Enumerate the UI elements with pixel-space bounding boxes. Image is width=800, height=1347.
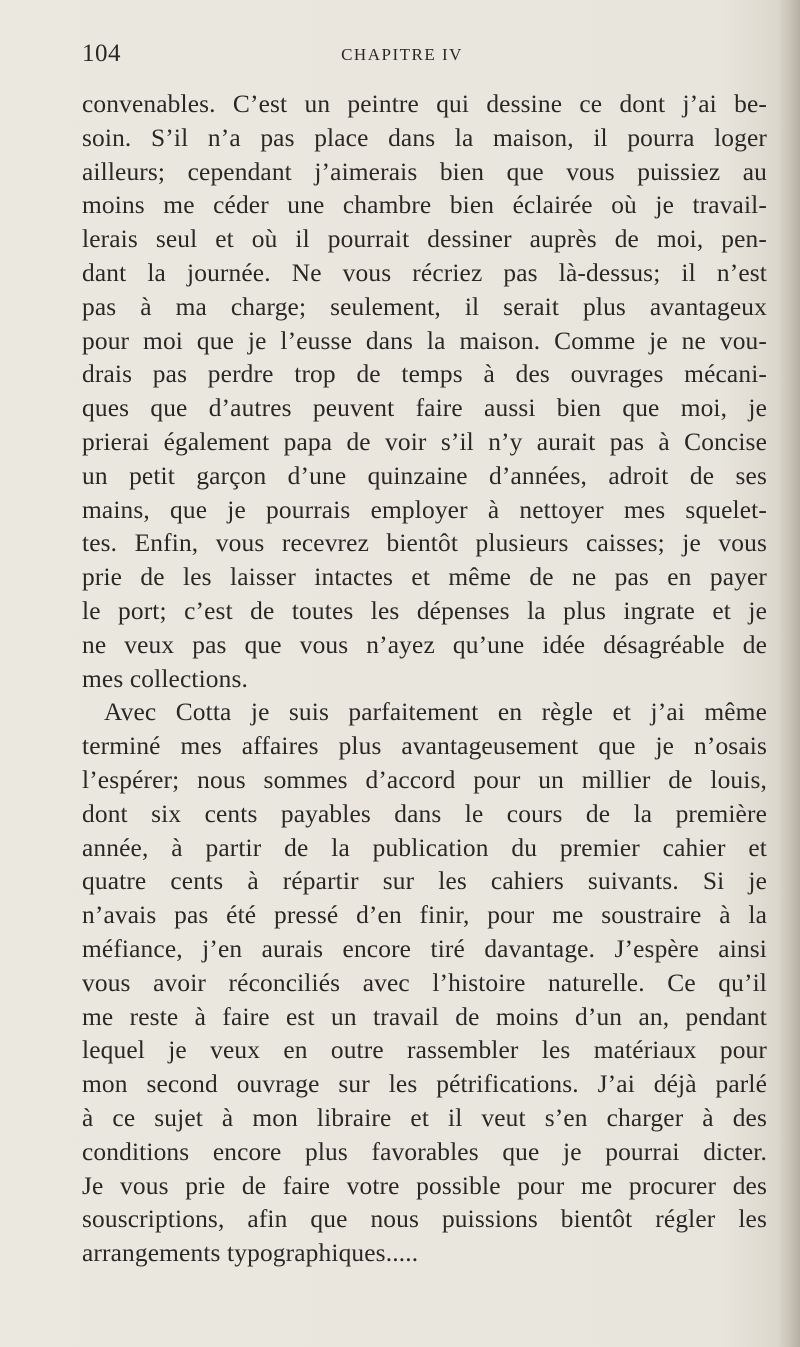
paragraph-start-line: Avec Cotta je suis parfaitement en règle et j’ai même (104, 698, 767, 727)
page-edge-shadow (778, 0, 800, 1347)
text-line: drais pas perdre trop de temps à des ouvrages mécani- (82, 360, 767, 389)
text-line: prie de les laisser intactes et même de ne pas en payer (82, 563, 767, 592)
page-header (82, 40, 722, 76)
text-line: mon second ouvrage sur les pétrifications. J’ai déjà parlé (82, 1070, 767, 1099)
text-line: conditions encore plus favorables que je pourrai dicter. (82, 1137, 767, 1166)
text-line: quatre cents à répartir sur les cahiers suivants. Si je (82, 867, 767, 896)
running-head: CHAPITRE IV (341, 45, 463, 64)
text-line: dont six cents payables dans le cours de la première (82, 799, 767, 828)
text-line: prierai également papa de voir s’il n’y aurait pas à Concise (82, 427, 767, 456)
text-line: un petit garçon d’une quinzaine d’années, adroit de ses (82, 461, 767, 490)
text-line: dant la journée. Ne vous récriez pas là-dessus; il n’est (82, 258, 767, 287)
text-line: vous avoir réconciliés avec l’histoire naturelle. Ce qu’il (82, 968, 767, 997)
text-line: le port; c’est de toutes les dépenses la plus ingrate et je (82, 596, 767, 625)
text-line: ques que d’autres peuvent faire aussi bien que moi, je (82, 394, 767, 423)
text-line: n’avais pas été pressé d’en finir, pour me soustraire à la (82, 901, 767, 930)
text-line: pas à ma charge; seulement, il serait plus avantageux (82, 292, 767, 321)
text-line: convenables. C’est un peintre qui dessine ce dont j’ai be- (82, 90, 767, 118)
text-line: pour moi que je l’eusse dans la maison. Comme je ne vou- (82, 326, 767, 355)
text-line: ne veux pas que vous n’ayez qu’une idée désagréable de (82, 630, 767, 659)
text-line: ailleurs; cependant j’aimerais bien que vous puissiez au (82, 157, 767, 186)
text-line: me reste à faire est un travail de moins d’un an, pendant (82, 1002, 767, 1031)
text-line: méfiance, j’en aurais encore tiré davantage. J’espère ainsi (82, 934, 767, 963)
text-line: terminé mes affaires plus avantageusement que je n’osais (82, 732, 767, 761)
text-line: souscriptions, afin que nous puissions bientôt régler les (82, 1205, 767, 1234)
text-line: tes. Enfin, vous recevrez bientôt plusieurs caisses; je vous (82, 529, 767, 558)
body-text (82, 88, 767, 1271)
text-line: à ce sujet à mon libraire et il veut s’en charger à des (82, 1103, 767, 1132)
text-line: mains, que je pourrais employer à nettoyer mes squelet- (82, 495, 767, 524)
text-line: soin. S’il n’a pas place dans la maison, il pourra loger (82, 123, 767, 152)
text-line: l’espérer; nous sommes d’accord pour un millier de louis, (82, 765, 767, 794)
paragraph-end-line: mes collections. (82, 664, 248, 693)
text-line: Je vous prie de faire votre possible pour me procurer des (82, 1171, 767, 1200)
page-number: 104 (82, 40, 121, 67)
text-line: année, à partir de la publication du premier cahier et (82, 833, 767, 862)
text-line: moins me céder une chambre bien éclairée où je travail- (82, 191, 767, 220)
paragraph-end-line: arrangements typographiques..... (82, 1239, 419, 1268)
text-line: lequel je veux en outre rassembler les matériaux pour (82, 1036, 767, 1065)
text-line: lerais seul et où il pourrait dessiner auprès de moi, pen- (82, 225, 767, 254)
